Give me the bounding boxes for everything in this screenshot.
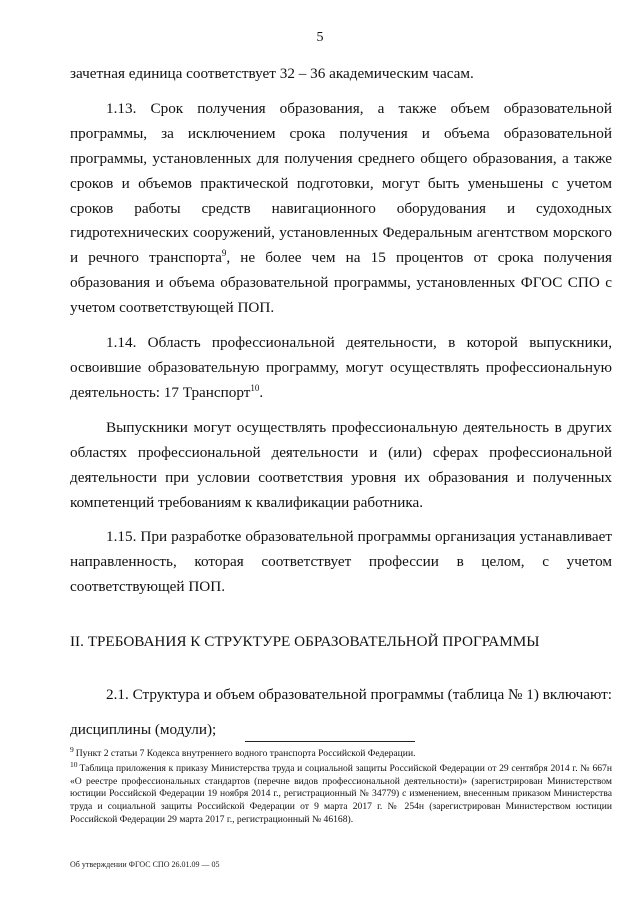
paragraph-1-14 <box>70 331 612 406</box>
paragraph-1-13-text-a: 1.13. Срок получения образования, а также объем образовательной программы, за исключением срока получения и объема образовательной программы, установленных для получения среднего общего образования, а также сроков и объемов практической подготовки, могут быть уменьшены с учетом сроков работы средств навигационного оборудования и судоходных гидротехнических сооружений, установленных Федеральным агентством морского и речного транспорта <box>70 99 612 267</box>
footnote-9-mark: 9 <box>70 744 74 754</box>
footnote-9-text: Пункт 2 статьи 7 Кодекса внутреннего водного транспорта Российской Федерации. <box>75 748 416 759</box>
paragraph-list-item-disciplines: дисциплины (модули); <box>70 720 217 738</box>
document-body <box>70 62 612 753</box>
footnote-10 <box>70 759 612 827</box>
section-heading: II. ТРЕБОВАНИЯ К СТРУКТУРЕ ОБРАЗОВАТЕЛЬНОЙ ПРОГРАММЫ <box>70 633 540 651</box>
paragraph-graduates: Выпускники могут осуществлять профессиональную деятельность в других областях профессиональной деятельности и (или) сферах профессиональной деятельности при условии соответствия уровня их образования и полученных компетенций требованиям к квалификации работника. <box>70 418 612 511</box>
paragraph-2-1: 2.1. Структура и объем образовательной программы (таблица № 1) включают: <box>106 686 612 704</box>
footnote-ref-9: 9 <box>221 248 227 259</box>
paragraph-1-13-text-b: , не более чем на 15 процентов от срока получения образования и объема образовательной программы, установленных ФГОС СПО с учетом соответствующей ПОП. <box>70 249 612 317</box>
footnote-10-text: Таблица приложения к приказу Министерства труда и социальной защиты Российской Федерации от 29 сентября 2014 г. № 667н «О реестре профессиональных стандартов (перечне видов профессиональной деятельности)» (зарегистрирован Министерством юстиции Российской Федерации 19 ноября 2014 г., регистрационный № 34779) с изменением, внесенным приказом Министерства труда и социальной защиты Российской Федерации от 9 марта 2017 г. № 254н (зарегистрирован Министерством юстиции Российской Федерации 29 марта 2017 г., регистрационный № 46168). <box>70 762 612 825</box>
footnote-9 <box>70 744 612 761</box>
footnote-ref-10: 10 <box>250 382 260 393</box>
page-number: 5 <box>316 30 324 45</box>
footnotes <box>70 744 612 829</box>
paragraph-1-13 <box>70 97 612 321</box>
footnote-separator <box>245 741 415 742</box>
document-footer: Об утверждении ФГОС СПО 26.01.09 — 05 <box>70 860 220 869</box>
paragraph-1-14-text-b: . <box>259 383 264 401</box>
paragraph-1-15: 1.15. При разработке образовательной программы организация устанавливает направленность, которая соответствует профессии в целом, с учетом соответствующей ПОП. <box>70 528 612 596</box>
footnote-10-mark: 10 <box>70 759 78 769</box>
paragraph-credit-unit: зачетная единица соответствует 32 – 36 академическим часам. <box>70 65 474 82</box>
paragraph-1-14-text-a: 1.14. Область профессиональной деятельности, в которой выпускники, освоившие образовательную программу, могут осуществлять профессиональную деятельность: 17 Транспорт <box>70 334 612 401</box>
